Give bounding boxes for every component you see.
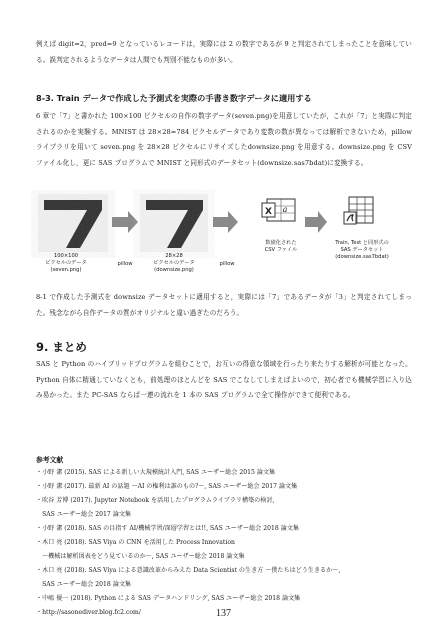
svg-text:a: a: [282, 205, 288, 214]
pillow-label-2: pillow: [219, 261, 235, 267]
reference-line: ～機械は解析図表をどう見ているのか～, SAS ユーザー総会 2018 論文集: [36, 553, 245, 560]
reference-line: ・小野 潔 (2018). SAS の目指す AI/機械学習/深層学習とは!!, SAS ユーザー総会 2018 論文集: [36, 525, 299, 532]
reference-line: ・木口 亮 (2018). SAS Viya による意識改革からみえた Data Scientist の生き方 ～僕たちはどう生きるか～,: [36, 567, 341, 574]
references-list: [36, 466, 416, 620]
reference-line: ・中嶋 優一 (2018). Python による SAS データハンドリング, SAS ユーザー総会 2018 論文集: [36, 595, 301, 602]
seven-png-caption: 100×100 ピクセルのデータ (seven.png): [45, 253, 87, 273]
arrow-right-icon: [213, 211, 238, 233]
svg-text:X: X: [265, 207, 272, 217]
pillow-label-1: pillow: [117, 261, 133, 267]
reference-line: ・小野 潔 (2015). SAS による新しい大規模統計入門, SAS ユーザー総会 2015 論文集: [36, 469, 276, 476]
page-number: 137: [216, 608, 231, 619]
reference-line: ・木口 亮 (2018). SAS Viya の CNN を活用した Process Innovation: [36, 539, 235, 546]
arrow-right-icon: [112, 211, 138, 233]
intro-paragraph: 例えば digit=2，pred=9 となっているレコードは，実際には 2 の数字であるが 9 と判定されてしまったことを意味している。誤判定されるようなデータは人間でも判別不能なものが多い。: [36, 40, 412, 64]
reference-line: SAS ユーザー総会 2018 論文集: [36, 581, 132, 588]
reference-line: ・吹谷 芳博 (2017). Jupyter Notebook を活用したプログラムライブラリ構築の検討,: [36, 497, 275, 504]
section-8-3-body: 6 章で「7」と書かれた 100×100 ピクセルの自作の数字データ(seven.png)を用意していたが，これが「7」と実際に判定されるのかを実験する。MNIST は 28×28=784 ピクセルデータであり変数の数が異なっては解析できないため，pillow ライブラリを用いて seven.png を 28×28 ピクセルにリサイズしたdownsize.png を用意する。downsize.png を CSV ファイル化し，更に SAS プログラムで MNIST と同形式のデータセット(downsize.sas7bdat)に変換する。: [36, 112, 412, 167]
section-9-heading: 9. まとめ: [36, 340, 87, 354]
reference-link[interactable]: ・http://sasonediver.blog.fc2.com/: [36, 609, 141, 616]
section-9-body: SAS と Python のハイブリッドプログラムを組むことで，お互いの得意な領域を行ったり来たりする解析が可能となった。Python 自体に精通していなくとも，前処理のほとんどを SAS でこなしてしまえばよいので，初心者でも機械学習に入り込み易かった。また PC-SAS ならば一連の流れを 1 本の SAS プログラムで全て操作ができて便利である。: [36, 360, 412, 400]
references-heading: 参考文献: [36, 456, 64, 464]
seven-png-image: [38, 194, 108, 252]
sas-dataset-caption: Train, Test と同形式の SAS データセット (downsize.sas7bdat): [335, 240, 389, 260]
result-paragraph: 8-1 で作成した予測式を downsize データセットに適用すると，実際には「7」であるデータが「3」と判定されてしまった。残念ながら自作データの質がオリジナルと違い過ぎたのだろう。: [36, 293, 412, 317]
csv-file-caption: 数値化された CSV ファイル: [264, 240, 298, 253]
arrow-right-icon: [305, 211, 327, 233]
reference-line: SAS ユーザー総会 2017 論文集: [36, 511, 132, 518]
csv-file-icon: [262, 199, 295, 221]
sas-dataset-icon: [344, 197, 373, 224]
downsize-png-image: [140, 194, 208, 252]
conversion-flow-figure: [0, 190, 447, 290]
reference-line: ・小野 潔 (2017). 最新 AI の話題 ～AI の権利は誰のもの?～, SAS ユーザー総会 2017 論文集: [36, 483, 298, 490]
section-8-3-heading: 8-3. Train データで作成した予測式を実際の手書き数字データに適用する: [36, 93, 312, 103]
downsize-png-caption: 28×28 ピクセルのデータ (downsize.png): [153, 253, 195, 273]
